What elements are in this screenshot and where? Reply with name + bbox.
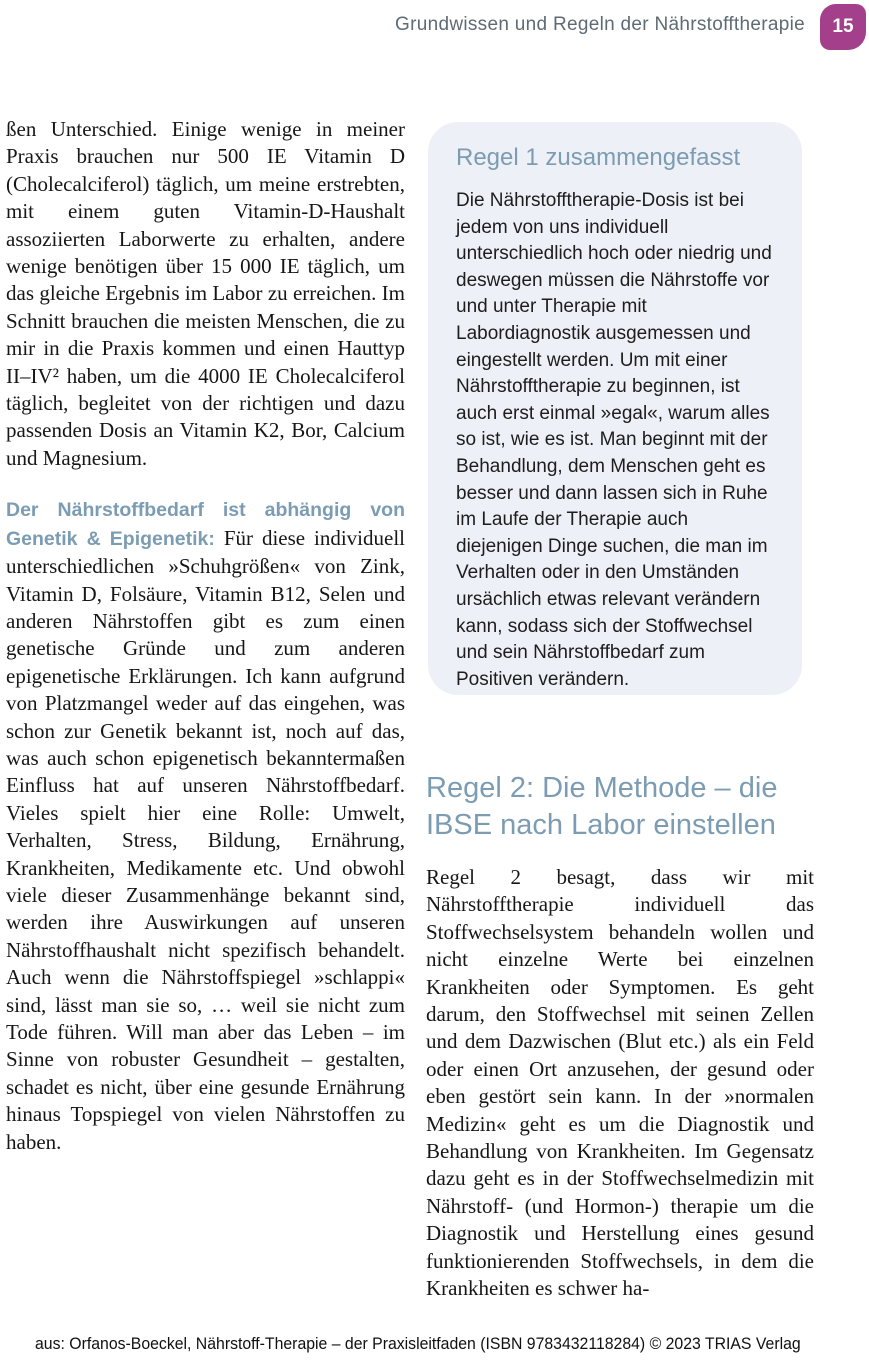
paragraph-vitamin-d: ßen Unterschied. Einige wenige in meiner Praxis brauchen nur 500 IE Vitamin D (Cholecalciferol) täglich, um meine erstrebten, mit einem guten Vitamin-D-Haushalt assoziierten Laborwerte zu erhalten, andere wenige benötigen über 15 000 IE täglich, um das gleiche Ergebnis im Labor zu erreichen. Im Schnitt brauchen die meisten Menschen, die zu mir in die Praxis kommen und einen Hauttyp II–IV² haben, um die 4000 IE Cholecalciferol täglich, begleitet von der richtigen und dazu passenden Dosis an Vitamin K2, Bor, Calcium und Magnesium. [6,117,405,470]
regel-1-summary-box [428,122,802,695]
left-text-column [6,116,405,1156]
paragraph-leadin-genetik: Der Nährstoffbedarf ist abhängig von Genetik & Epigenetik: [6,499,405,550]
running-header: Grundwissen und Regeln der Nährstofftherapie [395,14,805,35]
regel-2-text: Regel 2 besagt, dass wir mit Nährstofftherapie individuell das Stoffwechselsystem behandeln wollen und nicht einzelne Werte bei einzelnen Krankheiten oder Symptomen. Es geht darum, den Stoffwechsel mit seinen Zellen und dem Dazwischen (Blut etc.) als ein Feld oder einen Ort anzusehen, der gesund oder eben gestört sein kann. In der »normalen Medizin« geht es um die Diagnostik und Behandlung von Krankheiten. Im Gegensatz dazu geht es in der Stoffwechselmedizin mit Nährstoff- (und Hormon-) therapie um die Diagnostik und Herstellung eines gesund funktionierenden Stoffwechsels, in dem die Krankheiten es schwer ha- [426,865,814,1301]
paragraph-genetik [6,496,405,1156]
regel-1-box-text: Die Nährstofftherapie-Dosis ist bei jedem von uns individuell unterschiedlich hoch oder niedrig und deswegen müssen die Nährstoffe vor und unter Therapie mit Labordiagnostik ausgemessen und eingestellt werden. Um mit einer Nährstofftherapie zu beginnen, ist auch erst einmal »egal«, warum alles so ist, wie es ist. Man beginnt mit der Behandlung, dem Menschen geht es besser und dann lassen sich in Ruhe im Laufe der Therapie auch diejenigen Dinge suchen, die man im Verhalten oder in den Umständen ursächlich etwas relevant verändern kann, sodass sich der Stoffwechsel und sein Nährstoffbedarf zum Positiven verändern. [456,190,772,690]
page-number-badge [820,4,866,50]
footer-source-credit: aus: Orfanos-Boeckel, Nährstoff-Therapie – der Praxisleitfaden (ISBN 9783432118284) © 2023 TRIAS Verlag [35,1334,801,1353]
paragraph-genetik-text: Für diese individuell unterschiedlichen »Schuhgrößen« von Zink, Vitamin D, Folsäure, Vitamin B12, Selen und anderen Nährstoffen gibt es zum einen genetische Gründe und zum anderen epigenetische Erklärungen. Ich kann aufgrund von Platzmangel weder auf das eingehen, was schon zur Genetik bekannt ist, noch auf das, was auch schon epigenetisch bekanntermaßen Einfluss hat auf unseren Nährstoffbedarf. Vieles spielt hier eine Rolle: Umwelt, Verhalten, Stress, Bildung, Ernährung, Krankheiten, Medikamente etc. Und obwohl viele dieser Zusammenhänge bekannt sind, werden ihre Auswirkungen auf unseren Nährstoffhaushalt nicht spezifisch behandelt. Auch wenn die Nährstoffspiegel »schlappi« sind, lässt man sie so, … weil sie nicht zum Tode führen. Will man aber das Leben – im Sinne von robuster Gesundheit – gestalten, schadet es nicht, über eine gesunde Ernährung hinaus Topspiegel von vielen Nährstoffen zu haben. [6,525,406,1154]
page-number: 15 [832,16,854,37]
regel-2-heading: Regel 2: Die Methode – die IBSE nach Labor einstellen [426,772,778,841]
regel-1-box-title: Regel 1 zusammengefasst [456,144,741,171]
